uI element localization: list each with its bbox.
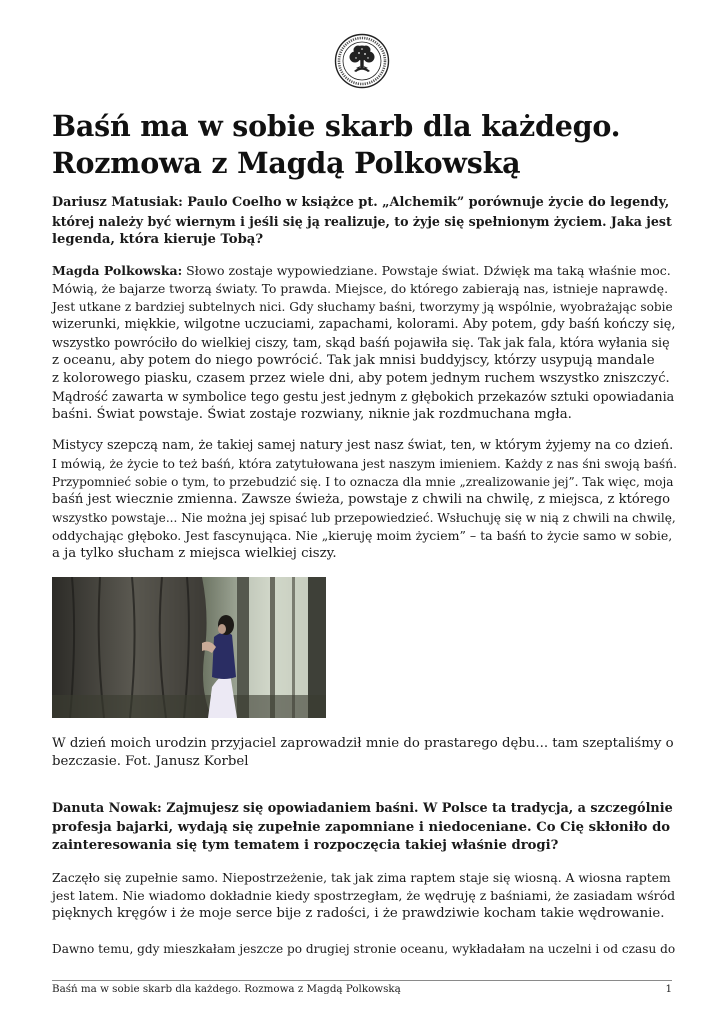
text-line: baśń jest wiecznie zmienna. Zawsze świeża, powstaje z chwili na chwilę, z miejsca, z którego <box>52 492 671 507</box>
paragraph-4 <box>52 940 677 958</box>
text-line: z kolorowego piasku, czasem przez wiele dni, aby potem jednym ruchem wszystko zniszczyć. <box>52 371 670 386</box>
text-line: Przypomnieć sobie o tym, to przebudzić się. I to oznacza dla mnie „zrealizowanie jej”. Tak więc, moja <box>52 475 674 489</box>
interview-answer-1 <box>52 262 677 424</box>
text-line: a ja tylko słucham z miejsca wielkiej ciszy. <box>52 546 337 561</box>
title-line: Baśń ma w sobie skarb dla każdego. <box>52 109 621 143</box>
text-line: bezczasie. Fot. Janusz Korbel <box>52 754 249 769</box>
text-line <box>52 262 677 280</box>
text-line: Zaczęło się zupełnie samo. Niepostrzeżenie, tak jak zima raptem staje się wiosną. A wiosna raptem <box>52 871 671 885</box>
text-line: jest latem. Nie wiadomo dokładnie kiedy spostrzegłam, że wędruję z baśniami, że zasiadam wśród <box>52 888 676 903</box>
text-line: Danuta Nowak: Zajmujesz się opowiadaniem baśni. W Polsce ta tradycja, a szczególnie <box>52 801 673 816</box>
text-line: z oceanu, aby potem do niego powrócić. Tak jak mnisi buddyjscy, którzy usypują mandale <box>52 353 655 368</box>
text-line: pięknych kręgów i że moje serce bije z radości, i że prawdziwie kocham takie wędrowanie. <box>52 906 665 921</box>
text-line: baśni. Świat powstaje. Świat zostaje rozwiany, niknie jak rozdmuchana mgła. <box>52 407 572 422</box>
photo-caption <box>52 735 677 771</box>
woman-by-oak-tree-photo <box>52 577 326 718</box>
footer-divider <box>52 980 672 981</box>
interview-question-2 <box>52 800 677 856</box>
text-line: wszystko powstaje... Nie można jej spisać lub przepowiedzieć. Wsłuchuję się w nią z chwili na chwilę, <box>52 511 676 525</box>
text-line: profesja bajarki, wydają się zupełnie zapomniane i niedoceniane. Co Cię skłoniło do <box>52 819 671 835</box>
text-line: oddychając głęboko. Jest fascynująca. Nie „kieruję moim życiem” – ta baśń to życie samo w sobie, <box>52 528 673 543</box>
paragraph-2 <box>52 437 677 563</box>
paragraph-3 <box>52 869 677 923</box>
text-line: I mówią, że życie to też baśń, która zatytułowana jest naszym imieniem. Każdy z nas śni swoją baśń. <box>52 457 678 471</box>
text-line: Dawno temu, gdy mieszkałam jeszcze po drugiej stronie oceanu, wykładałam na uczelni i od czasu do <box>52 942 676 956</box>
text-line: Jest utkane z bardziej subtelnych nici. Gdy słuchamy baśni, tworzymy ją wspólnie, wyobrażając sobie <box>52 300 673 314</box>
speaker-name: Magda Polkowska: <box>52 263 183 278</box>
text-line: zainteresowania się tym tematem i rozpoczęcia takiej właśnie drogi? <box>52 838 559 853</box>
text-line: Mądrość zawarta w symbolice tego gestu jest jednym z głębokich przekazów sztuki opowiadania <box>52 389 675 404</box>
text-line: Mistycy szepczą nam, że takiej samej natury jest nasz świat, ten, w którym żyjemy na co dzień. <box>52 438 674 453</box>
interview-question-1 <box>52 194 677 250</box>
title-line: Rozmowa z Magdą Polkowską <box>52 146 521 180</box>
text-line: wizerunki, miękkie, wilgotne uczuciami, zapachami, kolorami. Aby potem, gdy baśń kończy się, <box>52 317 676 332</box>
text-line: wszystko powróciło do wielkiej ciszy, tam, skąd baśń pojawiła się. Tak jak fala, która wyłania się <box>52 335 670 350</box>
answer-text: Słowo zostaje wypowiedziane. Powstaje świat. Dźwięk ma taką właśnie moc. <box>182 263 671 278</box>
text-line: W dzień moich urodzin przyjaciel zaprowadził mnie do prastarego dębu... tam szeptaliśmy o <box>52 736 674 751</box>
page-number: 1 <box>665 983 672 995</box>
oak-tree-seal-icon <box>334 33 390 89</box>
footer-title: Baśń ma w sobie skarb dla każdego. Rozmowa z Magdą Polkowską <box>52 983 401 995</box>
text-line: legenda, która kieruje Tobą? <box>52 232 264 247</box>
text-line: Dariusz Matusiak: Paulo Coelho w książce pt. „Alchemik” porównuje życie do legendy, <box>52 195 670 210</box>
text-line: której należy być wiernym i jeśli się ją realizuje, to żyje się spełnionym życiem. Jaka jest <box>52 213 672 229</box>
article-title <box>52 108 682 182</box>
text-line: Mówią, że bajarze tworzą światy. To prawda. Miejsce, do którego zabierają nas, istnieje naprawdę. <box>52 282 668 296</box>
